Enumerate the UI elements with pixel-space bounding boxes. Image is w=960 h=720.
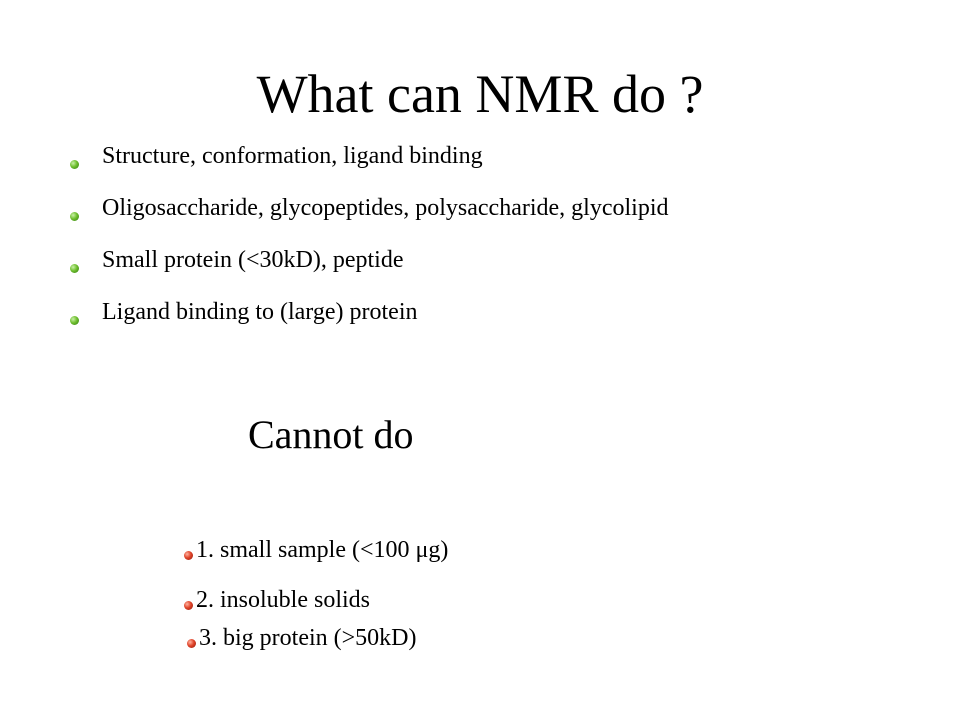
cannot-do-label: 3. big protein (>50kD)	[199, 625, 417, 651]
list-item	[68, 190, 668, 242]
red-bullet-icon	[184, 601, 193, 610]
green-bullet-icon	[70, 212, 79, 221]
cannot-do-item	[199, 622, 417, 654]
cannot-do-label: 2. insoluble solids	[196, 587, 371, 613]
red-bullet-icon	[187, 639, 196, 648]
list-item	[68, 138, 668, 190]
cannot-do-item	[196, 584, 370, 616]
can-do-list	[68, 138, 668, 346]
cannot-do-heading: Cannot do	[248, 412, 414, 457]
cannot-do-item	[196, 534, 448, 566]
list-item	[68, 242, 668, 294]
list-item-label: Oligosaccharide, glycopeptides, polysaccharide, glycolipid	[102, 195, 669, 221]
list-item-label: Small protein (<30kD), peptide	[102, 247, 404, 273]
slide-title: What can NMR do ?	[256, 64, 704, 124]
list-item	[68, 294, 668, 346]
list-item-label: Ligand binding to (large) protein	[102, 299, 418, 325]
red-bullet-icon	[184, 551, 193, 560]
green-bullet-icon	[70, 160, 79, 169]
green-bullet-icon	[70, 316, 79, 325]
list-item-label: Structure, conformation, ligand binding	[102, 143, 483, 169]
cannot-do-label: 1. small sample (<100 μg)	[196, 537, 449, 563]
green-bullet-icon	[70, 264, 79, 273]
